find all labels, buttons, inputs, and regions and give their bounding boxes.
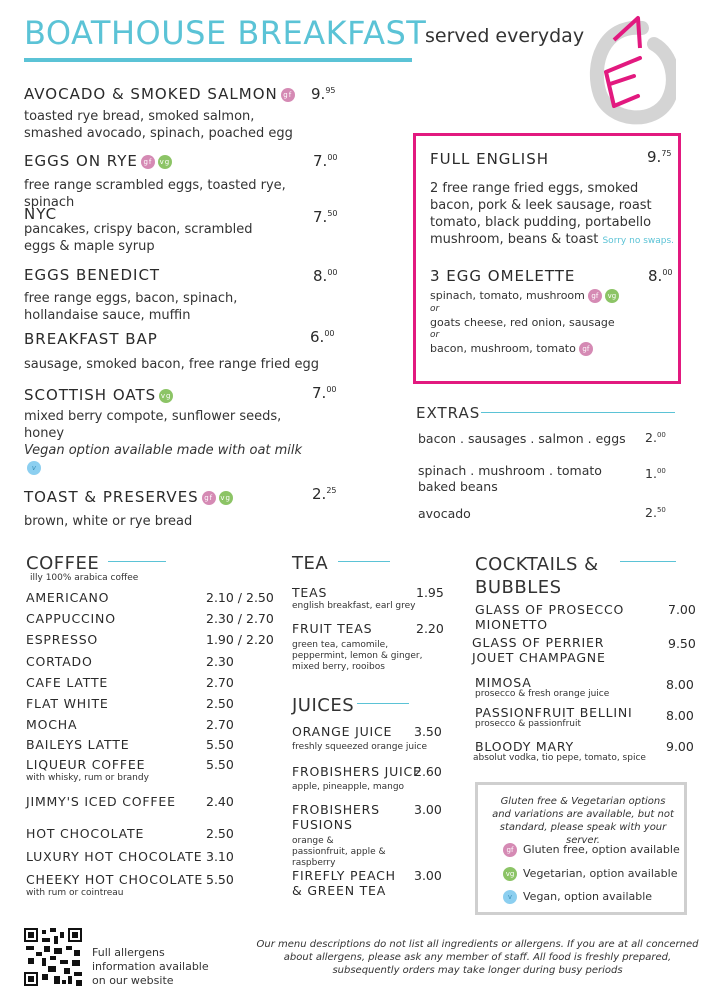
tea-name: FRUIT TEAS bbox=[292, 621, 373, 636]
cocktails-title: COCKTAILS & BUBBLES bbox=[475, 554, 599, 598]
coffee-price: 2.30 bbox=[206, 654, 234, 669]
item-name: NYC bbox=[24, 205, 58, 223]
coffee-price: 5.50 bbox=[206, 737, 234, 752]
menu-title: BOATHOUSE BREAKFAST bbox=[24, 14, 427, 52]
legend-item-gf: gf Gluten free, option available bbox=[500, 843, 680, 857]
extras-price: 2.50 bbox=[645, 505, 666, 520]
gluten-free-icon: gf bbox=[202, 491, 216, 505]
coffee-name: BAILEYS LATTE bbox=[26, 737, 130, 752]
coffee-name: CAPPUCCINO bbox=[26, 611, 116, 626]
vegan-note: Vegan option available made with oat milkv bbox=[24, 442, 314, 476]
cocktail-name: GLASS OF PROSECCO MIONETTO bbox=[475, 602, 625, 632]
coffee-name: CHEEKY HOT CHOCOLATE bbox=[26, 872, 204, 887]
coffee-price: 3.10 bbox=[206, 849, 234, 864]
cocktail-price: 9.00 bbox=[666, 739, 694, 754]
coffee-price: 2.30 / 2.70 bbox=[206, 611, 274, 626]
juice-description: freshly squeezed orange juice bbox=[292, 742, 428, 752]
tea-price: 2.20 bbox=[416, 621, 444, 636]
coffee-price: 2.50 bbox=[206, 696, 234, 711]
cocktail-price: 9.50 bbox=[668, 636, 696, 651]
vegan-icon: v bbox=[503, 890, 517, 904]
tea-price: 1.95 bbox=[416, 585, 444, 600]
vegetarian-icon: vg bbox=[219, 491, 233, 505]
coffee-name: HOT CHOCOLATE bbox=[26, 826, 145, 841]
item-name: TOAST & PRESERVES gf vg bbox=[24, 488, 231, 506]
coffee-subtitle: illy 100% arabica coffee bbox=[30, 573, 139, 583]
item-price: 7.00 bbox=[312, 384, 337, 402]
juice-description: apple, pineapple, mango bbox=[292, 782, 405, 792]
vegan-icon: v bbox=[27, 461, 41, 475]
allergen-disclaimer: Our menu descriptions do not list all ingredients or allergens. If you are at all concerned about allergens, please ask any member of staff. All food is freshly prepared, subsequently orders may take longer during busy periods bbox=[256, 939, 699, 976]
vegetarian-icon: vg bbox=[605, 289, 619, 303]
coffee-price: 2.10 / 2.50 bbox=[206, 590, 274, 605]
coffee-price: 2.50 bbox=[206, 826, 234, 841]
cocktail-description: prosecco & fresh orange juice bbox=[475, 689, 610, 699]
juice-name: FROBISHERS JUICE bbox=[292, 764, 422, 779]
extras-underline bbox=[481, 412, 675, 413]
item-description: pancakes, crispy bacon, scrambled eggs & maple syrup bbox=[24, 222, 253, 254]
coffee-price: 2.70 bbox=[206, 675, 234, 690]
full-english-description: 2 free range fried eggs, smoked bacon, pork & leek sausage, roast tomato, black pudding, portabello mushroom, beans & toast Sorry no swaps. bbox=[430, 181, 675, 247]
gluten-free-icon: gf bbox=[141, 155, 155, 169]
tea-name: TEAS bbox=[292, 585, 328, 600]
full-english-price: 9.75 bbox=[647, 148, 672, 166]
extras-label: baked beans bbox=[418, 479, 498, 494]
vegetarian-icon: vg bbox=[158, 155, 172, 169]
item-price: 8.00 bbox=[313, 267, 338, 285]
boathouse-logo bbox=[584, 14, 676, 130]
item-description: free range scrambled eggs, toasted rye, spinach bbox=[24, 178, 286, 210]
item-description: free range eggs, bacon, spinach, hollandaise sauce, muffin bbox=[24, 291, 238, 323]
item-price: 2.25 bbox=[312, 485, 337, 503]
juice-description: orange & passionfruit, apple & raspberry bbox=[292, 836, 386, 868]
cocktail-name: MIMOSA bbox=[475, 675, 532, 690]
coffee-description: with whisky, rum or brandy bbox=[26, 773, 149, 783]
coffee-price: 5.50 bbox=[206, 872, 234, 887]
omelette-option: goats cheese, red onion, sausage bbox=[430, 316, 615, 329]
cocktail-price: 8.00 bbox=[666, 677, 694, 692]
coffee-price: 1.90 / 2.20 bbox=[206, 632, 274, 647]
omelette-price: 8.00 bbox=[648, 267, 673, 285]
cocktail-price: 8.00 bbox=[666, 708, 694, 723]
item-name: EGGS BENEDICT bbox=[24, 266, 161, 284]
tea-description: english breakfast, earl grey bbox=[292, 601, 416, 611]
juice-name: ORANGE JUICE bbox=[292, 724, 393, 739]
item-name: AVOCADO & SMOKED SALMON gf bbox=[24, 85, 295, 103]
cocktail-name: BLOODY MARY bbox=[475, 739, 574, 754]
cocktails-underline bbox=[620, 561, 676, 562]
coffee-price: 2.40 bbox=[206, 794, 234, 809]
legend-item-v: v Vegan, option available bbox=[500, 890, 652, 904]
item-description: toasted rye bread, smoked salmon, smashed avocado, spinach, poached egg bbox=[24, 109, 293, 141]
coffee-underline bbox=[108, 561, 166, 562]
gluten-free-icon: gf bbox=[588, 289, 602, 303]
omelette-option: spinach, tomato, mushroom bbox=[430, 289, 585, 302]
item-description: sausage, smoked bacon, free range fried egg bbox=[24, 357, 320, 372]
juice-price: 3.00 bbox=[414, 802, 442, 817]
vegetarian-icon: vg bbox=[159, 389, 173, 403]
no-swaps-note: Sorry no swaps. bbox=[602, 236, 675, 246]
or-label: or bbox=[430, 304, 440, 314]
cocktail-description: prosecco & passionfruit bbox=[475, 719, 582, 729]
juices-underline bbox=[357, 703, 409, 704]
juice-price: 3.50 bbox=[414, 724, 442, 739]
gluten-free-icon: gf bbox=[503, 843, 517, 857]
extras-label: avocado bbox=[418, 506, 471, 521]
item-price: 9.95 bbox=[311, 85, 336, 103]
coffee-name: LUXURY HOT CHOCOLATE bbox=[26, 849, 203, 864]
tea-title: TEA bbox=[292, 553, 329, 574]
coffee-name: JIMMY'S ICED COFFEE bbox=[26, 794, 176, 809]
item-price: 6.00 bbox=[310, 328, 335, 346]
item-description: brown, white or rye bread bbox=[24, 514, 193, 529]
coffee-name: MOCHA bbox=[26, 717, 78, 732]
item-price: 7.00 bbox=[313, 152, 338, 170]
coffee-description: with rum or cointreau bbox=[26, 888, 124, 898]
menu-subtitle: served everyday bbox=[425, 25, 585, 47]
title-underline bbox=[24, 58, 412, 62]
gluten-free-icon: gf bbox=[281, 88, 295, 102]
juice-price: 3.00 bbox=[414, 868, 442, 883]
coffee-title: COFFEE bbox=[26, 553, 100, 574]
tea-description: green tea, camomile, peppermint, lemon & ginger, mixed berry, rooibos bbox=[292, 640, 423, 672]
omelette-options bbox=[430, 289, 619, 356]
full-english-name: FULL ENGLISH bbox=[430, 150, 549, 168]
coffee-name: CAFE LATTE bbox=[26, 675, 109, 690]
item-name: EGGS ON RYE gf vg bbox=[24, 152, 171, 170]
juices-title: JUICES bbox=[292, 695, 355, 716]
extras-title: EXTRAS bbox=[416, 404, 481, 422]
cocktail-price: 7.00 bbox=[668, 602, 696, 617]
coffee-price: 2.70 bbox=[206, 717, 234, 732]
coffee-name: AMERICANO bbox=[26, 590, 110, 605]
qr-code-icon[interactable] bbox=[24, 928, 82, 986]
juice-name: FROBISHERS FUSIONS bbox=[292, 802, 380, 832]
allergens-info-label: Full allergens information available on our website bbox=[92, 946, 209, 987]
coffee-name: LIQUEUR COFFEE bbox=[26, 757, 146, 772]
extras-label: spinach . mushroom . tomato bbox=[418, 463, 602, 478]
cocktail-description: absolut vodka, tio pepe, tomato, spice bbox=[473, 753, 646, 763]
item-price: 7.50 bbox=[313, 208, 338, 226]
cocktail-name: GLASS OF PERRIER JOUET CHAMPAGNE bbox=[472, 635, 606, 665]
item-name: SCOTTISH OATS vg bbox=[24, 386, 172, 404]
extras-label: bacon . sausages . salmon . eggs bbox=[418, 431, 626, 446]
coffee-name: ESPRESSO bbox=[26, 632, 99, 647]
cocktail-name: PASSIONFRUIT BELLINI bbox=[475, 705, 633, 720]
tea-underline bbox=[338, 561, 390, 562]
omelette-option: bacon, mushroom, tomato bbox=[430, 342, 576, 355]
coffee-name: FLAT WHITE bbox=[26, 696, 109, 711]
extras-price: 1.00 bbox=[645, 466, 666, 481]
item-description: mixed berry compote, sunflower seeds, honey bbox=[24, 409, 282, 441]
item-name: BREAKFAST BAP bbox=[24, 330, 158, 348]
omelette-name: 3 EGG OMELETTE bbox=[430, 267, 576, 285]
extras-price: 2.00 bbox=[645, 430, 666, 445]
gluten-free-icon: gf bbox=[579, 342, 593, 356]
or-label: or bbox=[430, 330, 440, 340]
vegetarian-icon: vg bbox=[503, 867, 517, 881]
coffee-price: 5.50 bbox=[206, 757, 234, 772]
juice-price: 2.60 bbox=[414, 764, 442, 779]
juice-name: FIREFLY PEACH & GREEN TEA bbox=[292, 868, 396, 898]
legend-item-vg: vg Vegetarian, option available bbox=[500, 867, 677, 881]
legend-note: Gluten free & Vegetarian options and variations are available, but not standard, please speak with your server. bbox=[492, 796, 674, 846]
coffee-name: CORTADO bbox=[26, 654, 93, 669]
